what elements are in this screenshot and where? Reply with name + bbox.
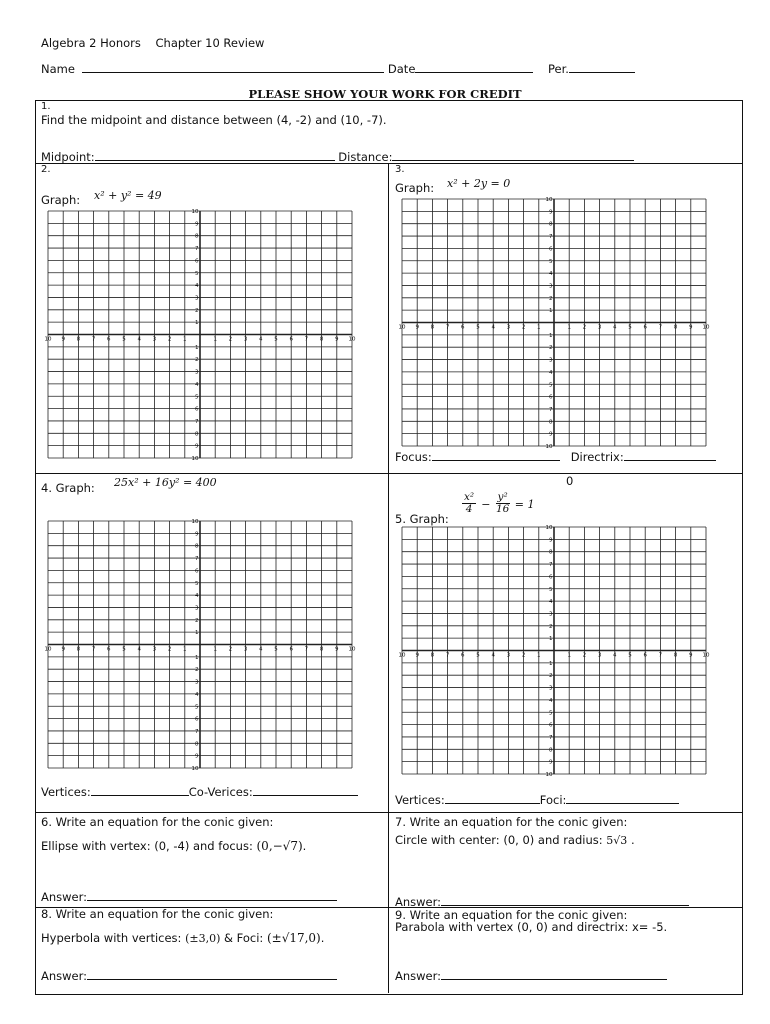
- y-tick-label: 8: [549, 419, 553, 426]
- y-tick-label: 7: [195, 246, 199, 253]
- q1-number: 1.: [41, 101, 51, 112]
- y-tick-label: 5: [195, 580, 199, 587]
- y-tick-label: 9: [549, 209, 553, 216]
- y-tick-label: 9: [549, 537, 553, 544]
- x-tick-label: 2: [228, 336, 233, 343]
- midpoint-field[interactable]: [95, 148, 335, 161]
- x-tick-label: 4: [259, 646, 263, 653]
- x-tick-label: 9: [61, 646, 65, 653]
- y-tick-label: 2: [549, 345, 553, 352]
- q4-equation: 25x² + 16y² = 400: [114, 476, 217, 489]
- y-tick-label: 6: [195, 258, 199, 265]
- x-tick-label: 3: [243, 646, 248, 653]
- x-tick-label: 8: [673, 324, 678, 331]
- q5-equation: $\frac{\text{x²}}{4}$ − $\frac{\text{y²}}{16}$ = 1: [464, 491, 535, 515]
- x-tick-label: 2: [167, 646, 172, 653]
- x-tick-label: 5: [476, 652, 480, 659]
- covertices-field[interactable]: [253, 783, 358, 796]
- q8-given: Hyperbola with vertices: (±3,0) & Foci: (±√17,0).: [41, 931, 325, 945]
- name-field[interactable]: [82, 60, 384, 73]
- y-tick-label: 3: [195, 295, 199, 302]
- y-tick-label: 6: [195, 568, 199, 575]
- x-tick-label: 10: [702, 652, 710, 659]
- x-tick-label: 2: [582, 324, 587, 331]
- x-tick-label: 2: [167, 336, 172, 343]
- x-tick-label: 4: [137, 336, 141, 343]
- q9-answer: Answer:: [395, 967, 667, 983]
- y-tick-label: 3: [549, 611, 553, 618]
- y-tick-label: 8: [549, 747, 553, 754]
- x-tick-label: 3: [597, 652, 602, 659]
- y-tick-label: 10: [191, 766, 199, 772]
- x-tick-label: 5: [628, 652, 632, 659]
- y-tick-label: 4: [549, 697, 553, 704]
- y-tick-label: 4: [195, 283, 199, 290]
- x-tick-label: 4: [613, 652, 617, 659]
- x-tick-label: 7: [304, 646, 309, 653]
- focus-field[interactable]: [432, 448, 560, 461]
- y-tick-label: 2: [195, 667, 199, 674]
- x-tick-label: 7: [91, 336, 96, 343]
- x-tick-label: 5: [122, 646, 126, 653]
- y-tick-label: 7: [549, 406, 553, 413]
- q8-prompt: 8. Write an equation for the conic given:: [41, 907, 274, 921]
- q2-label: Graph:: [41, 193, 81, 207]
- date-label: Date: [387, 62, 416, 76]
- y-tick-label: 10: [545, 444, 553, 450]
- q6-given: Ellipse with vertex: (0, -4) and focus: (0,−√7).: [41, 839, 307, 853]
- x-tick-label: 3: [506, 324, 511, 331]
- y-tick-label: 4: [549, 599, 553, 606]
- q8-foci-value: (±√17,0): [266, 931, 321, 945]
- x-tick-label: 7: [91, 646, 96, 653]
- y-tick-label: 3: [549, 357, 553, 364]
- x-tick-label: 6: [107, 646, 111, 653]
- y-tick-label: 7: [195, 728, 199, 735]
- q5-vertices-field[interactable]: [445, 791, 540, 804]
- covertices-label: Co-Verices:: [188, 785, 253, 799]
- q6-answer: Answer:: [41, 888, 337, 904]
- x-tick-label: 10: [398, 324, 406, 331]
- q4-label: 4. Graph:: [41, 481, 95, 495]
- x-tick-label: 3: [506, 652, 511, 659]
- y-tick-label: 7: [549, 734, 553, 741]
- foci-label: Foci:: [539, 793, 567, 807]
- y-tick-label: 1: [195, 630, 199, 637]
- x-tick-label: 3: [152, 336, 157, 343]
- y-tick-label: 8: [195, 741, 199, 748]
- x-tick-label: 5: [122, 336, 126, 343]
- q3-number: 3.: [395, 164, 405, 175]
- coordinate-grid-q5[interactable]: [398, 525, 710, 778]
- y-tick-label: 5: [195, 704, 199, 711]
- x-tick-label: 9: [61, 336, 65, 343]
- y-tick-label: 7: [195, 556, 199, 563]
- y-tick-label: 10: [545, 197, 553, 203]
- x-tick-label: 2: [228, 646, 233, 653]
- q8-answer: Answer:: [41, 967, 337, 983]
- y-tick-label: 10: [545, 772, 553, 778]
- x-tick-label: 6: [461, 652, 465, 659]
- x-tick-label: 4: [491, 652, 495, 659]
- y-tick-label: 7: [549, 234, 553, 241]
- x-tick-label: 1: [183, 646, 187, 653]
- y-tick-label: 3: [195, 369, 199, 376]
- x-tick-label: 9: [335, 336, 339, 343]
- q9-given: Parabola with vertex (0, 0) and directrix: x= -5.: [395, 920, 668, 934]
- y-tick-label: 6: [549, 574, 553, 581]
- date-field[interactable]: [415, 60, 533, 73]
- x-tick-label: 7: [304, 336, 309, 343]
- y-tick-label: 6: [549, 246, 553, 253]
- course-title: Algebra 2 Honors Chapter 10 Review: [41, 36, 265, 50]
- y-tick-label: 8: [195, 431, 199, 438]
- x-tick-label: 10: [44, 336, 52, 343]
- x-tick-label: 4: [137, 646, 141, 653]
- q9-answer-field[interactable]: [441, 967, 667, 980]
- y-tick-label: 9: [195, 443, 199, 450]
- y-tick-label: 7: [549, 562, 553, 569]
- y-tick-label: 9: [195, 531, 199, 538]
- x-tick-label: 2: [521, 652, 526, 659]
- y-tick-label: 4: [549, 271, 553, 278]
- q5-label: 5. Graph:: [395, 512, 449, 526]
- y-tick-label: 5: [195, 394, 199, 401]
- y-tick-label: 7: [195, 418, 199, 425]
- x-tick-label: 10: [398, 652, 406, 659]
- q6-focus-value: (0,−√7): [256, 839, 303, 853]
- x-tick-label: 4: [491, 324, 495, 331]
- x-tick-label: 8: [76, 336, 81, 343]
- y-tick-label: 5: [549, 586, 553, 593]
- y-tick-label: 2: [195, 307, 199, 314]
- column-divider: [388, 163, 389, 993]
- foci-field[interactable]: [566, 791, 679, 804]
- y-tick-label: 9: [549, 431, 553, 438]
- y-tick-label: 2: [195, 357, 199, 364]
- x-tick-label: 8: [319, 336, 324, 343]
- q8-vertices-value: (±3,0): [185, 932, 221, 945]
- x-tick-label: 3: [597, 324, 602, 331]
- y-tick-label: 6: [549, 722, 553, 729]
- x-tick-label: 1: [567, 652, 571, 659]
- y-tick-label: 8: [549, 549, 553, 556]
- x-tick-label: 6: [289, 646, 293, 653]
- y-tick-label: 2: [549, 295, 553, 302]
- y-tick-label: 4: [549, 369, 553, 376]
- y-tick-label: 10: [191, 519, 199, 525]
- x-tick-label: 1: [183, 336, 187, 343]
- x-tick-label: 7: [658, 324, 663, 331]
- coordinate-grid-q3[interactable]: [398, 197, 710, 450]
- coordinate-grid-q2[interactable]: [44, 209, 356, 462]
- x-tick-label: 7: [445, 652, 450, 659]
- y-tick-label: 6: [195, 406, 199, 413]
- y-tick-label: 10: [191, 209, 199, 215]
- x-tick-label: 3: [152, 646, 157, 653]
- y-tick-label: 9: [195, 753, 199, 760]
- q5-answers: Vertices: Foci:: [395, 791, 679, 807]
- y-tick-label: 3: [195, 605, 199, 612]
- x-tick-label: 10: [44, 646, 52, 653]
- y-tick-label: 6: [195, 716, 199, 723]
- x-tick-label: 7: [658, 652, 663, 659]
- x-tick-label: 8: [319, 646, 324, 653]
- y-tick-label: 1: [549, 332, 553, 339]
- period-label: Per.: [548, 62, 569, 76]
- x-tick-label: 5: [628, 324, 632, 331]
- y-tick-label: 3: [549, 685, 553, 692]
- y-tick-label: 9: [195, 221, 199, 228]
- q3-answers: Focus: Directrix:: [395, 448, 716, 464]
- y-tick-label: 3: [195, 679, 199, 686]
- x-tick-label: 8: [673, 652, 678, 659]
- x-tick-label: 5: [274, 336, 278, 343]
- y-tick-label: 5: [549, 710, 553, 717]
- x-tick-label: 1: [213, 646, 217, 653]
- q3-equation: x² + 2y = 0: [447, 177, 511, 190]
- q6-answer-field[interactable]: [87, 888, 337, 901]
- q3-label: Graph:: [395, 181, 435, 195]
- q7-answer: Answer:: [395, 893, 689, 909]
- y-tick-label: 1: [195, 320, 199, 327]
- x-tick-label: 8: [76, 646, 81, 653]
- x-tick-label: 2: [582, 652, 587, 659]
- y-tick-label: 1: [549, 308, 553, 315]
- x-tick-label: 9: [689, 652, 693, 659]
- x-tick-label: 8: [430, 652, 435, 659]
- y-tick-label: 8: [195, 543, 199, 550]
- q4-answers: Vertices: Co-Verices:: [41, 783, 358, 799]
- x-tick-label: 1: [537, 652, 541, 659]
- y-tick-label: 3: [549, 283, 553, 290]
- q6-prompt: 6. Write an equation for the conic given:: [41, 815, 274, 829]
- directrix-field[interactable]: [624, 448, 716, 461]
- y-tick-label: 5: [195, 270, 199, 277]
- y-tick-label: 4: [195, 593, 199, 600]
- q2-equation: x² + y² = 49: [94, 189, 162, 202]
- x-tick-label: 5: [476, 324, 480, 331]
- y-tick-label: 1: [549, 636, 553, 643]
- x-tick-label: 9: [335, 646, 339, 653]
- distance-field[interactable]: [392, 148, 634, 161]
- x-tick-label: 4: [259, 336, 263, 343]
- y-tick-label: 8: [195, 233, 199, 240]
- x-tick-label: 6: [643, 324, 647, 331]
- x-tick-label: 9: [415, 652, 419, 659]
- y-tick-label: 1: [549, 660, 553, 667]
- x-tick-label: 8: [430, 324, 435, 331]
- x-tick-label: 1: [567, 324, 571, 331]
- q4-vertices-field[interactable]: [91, 783, 189, 796]
- stray-zero: 0: [566, 474, 574, 488]
- x-tick-label: 6: [461, 324, 465, 331]
- x-tick-label: 10: [348, 646, 356, 653]
- x-tick-label: 7: [445, 324, 450, 331]
- x-tick-label: 9: [689, 324, 693, 331]
- y-tick-label: 8: [549, 221, 553, 228]
- x-tick-label: 6: [289, 336, 293, 343]
- q7-prompt: 7. Write an equation for the conic given:: [395, 815, 628, 829]
- x-tick-label: 10: [348, 336, 356, 343]
- x-tick-label: 3: [243, 336, 248, 343]
- y-tick-label: 5: [549, 382, 553, 389]
- coordinate-grid-q4[interactable]: [44, 519, 356, 772]
- q7-given: Circle with center: (0, 0) and radius: 5√3 .: [395, 833, 635, 847]
- x-tick-label: 5: [274, 646, 278, 653]
- y-tick-label: 5: [549, 258, 553, 265]
- x-tick-label: 10: [702, 324, 710, 331]
- y-tick-label: 4: [195, 691, 199, 698]
- period-field[interactable]: [569, 60, 635, 73]
- q1-answers: Midpoint: Distance:: [41, 148, 634, 164]
- q7-answer-field[interactable]: [441, 893, 689, 906]
- y-tick-label: 10: [545, 525, 553, 531]
- x-tick-label: 6: [107, 336, 111, 343]
- y-tick-label: 9: [549, 759, 553, 766]
- y-tick-label: 10: [191, 456, 199, 462]
- x-tick-label: 9: [415, 324, 419, 331]
- name-line: Name Date Per.: [41, 60, 635, 76]
- y-tick-label: 2: [549, 623, 553, 630]
- y-tick-label: 2: [195, 617, 199, 624]
- y-tick-label: 1: [195, 344, 199, 351]
- y-tick-label: 1: [195, 654, 199, 661]
- y-tick-label: 4: [195, 381, 199, 388]
- x-tick-label: 4: [613, 324, 617, 331]
- x-tick-label: 1: [213, 336, 217, 343]
- x-tick-label: 6: [643, 652, 647, 659]
- directrix-label: Directrix:: [570, 450, 624, 464]
- q2-number: 2.: [41, 164, 51, 175]
- y-tick-label: 2: [549, 673, 553, 680]
- x-tick-label: 1: [537, 324, 541, 331]
- instruction-heading: PLEASE SHOW YOUR WORK FOR CREDIT: [248, 87, 522, 101]
- y-tick-label: 6: [549, 394, 553, 401]
- q8-answer-field[interactable]: [87, 967, 337, 980]
- x-tick-label: 2: [521, 324, 526, 331]
- q9-prompt: 9. Write an equation for the conic given:: [395, 908, 628, 922]
- distance-label: Distance:: [338, 150, 393, 164]
- q7-radius-value: 5√3: [606, 834, 628, 847]
- q1-prompt: Find the midpoint and distance between (4, -2) and (10, -7).: [41, 113, 387, 127]
